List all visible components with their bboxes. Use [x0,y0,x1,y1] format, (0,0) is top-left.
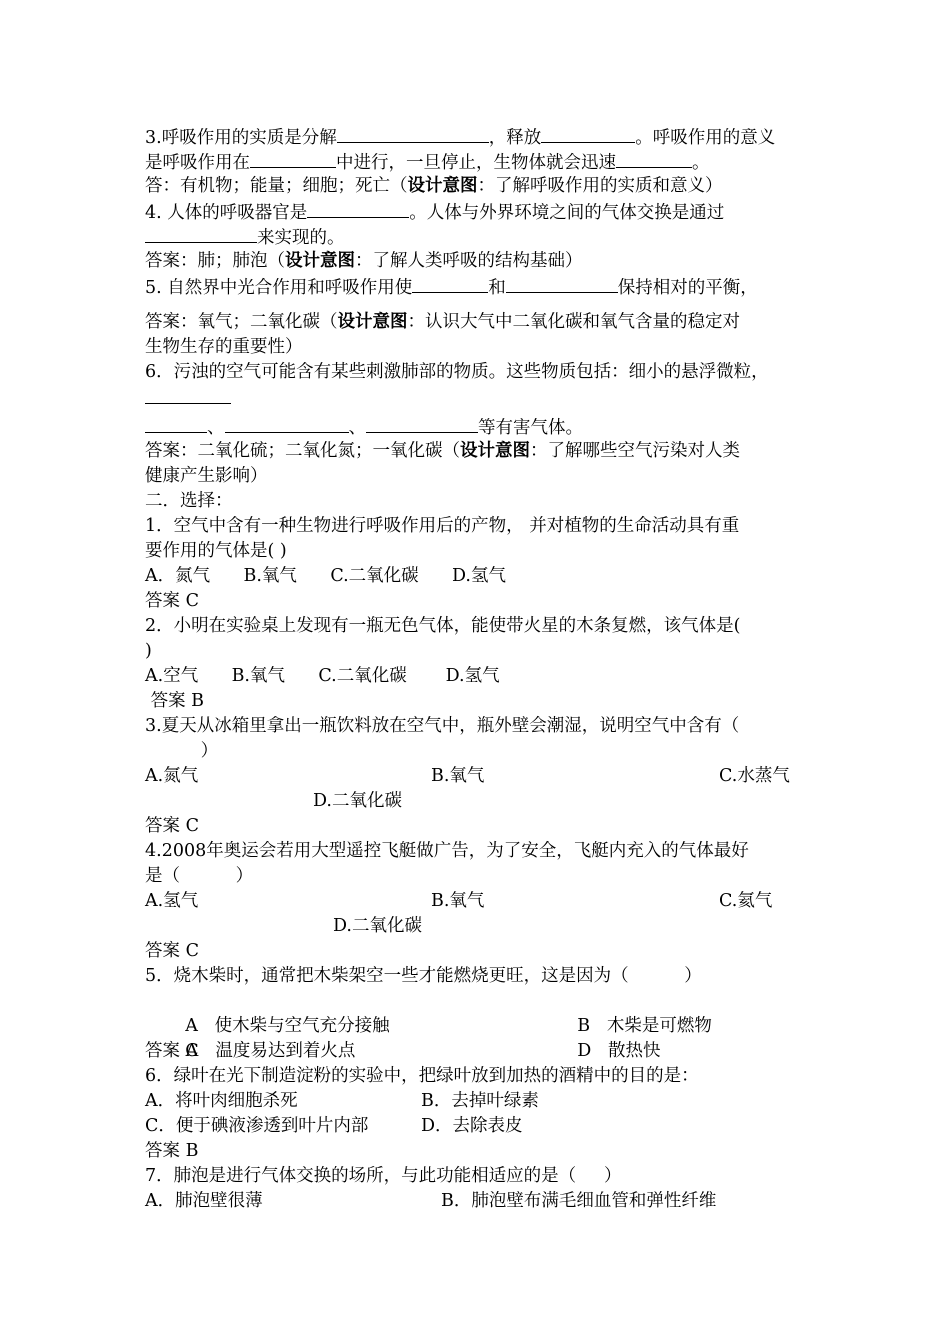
option-b: B．肺泡壁布满毛细血管和弹性纤维 [441,1191,717,1211]
mc6-options-ab [145,1089,825,1114]
q3-text-6: 。 [692,153,710,173]
options-text: A.空气 B.氧气 C.二氧化碳 D.氢气 [145,666,500,686]
option-d: D.二氧化碳 [333,916,422,936]
q5-answer [145,299,825,335]
mc1-options [145,564,825,589]
q3-line1 [145,124,825,149]
blank [412,274,488,293]
section-heading [145,489,825,514]
question-text: 要作用的气体是( ) [145,541,287,561]
q6-answer-cont [145,464,825,489]
mc2-question-cont [145,639,825,664]
q5-answer-cont [145,335,825,360]
question-text: 2．小明在实验桌上发现有一瓶无色气体，能使带火星的木条复燃，该气体是( [145,616,741,636]
separator: 、 [348,418,366,438]
mc3-options [145,764,825,789]
blank [616,149,692,168]
question-text: 4.2008年奥运会若用大型遥控飞艇做广告，为了安全，飞艇内充入的气体最好 [145,841,749,861]
q4-text-2: 。人体与外界环境之间的气体交换是通过 [409,203,725,223]
answer-text: ：了解哪些空气污染对人类 [530,441,740,461]
mc4-question [145,839,825,864]
blank [225,414,349,433]
mc3-question [145,714,825,739]
answer-text: 答案 C [145,816,199,836]
blank [145,224,257,243]
question-text: 1．空气中含有一种生物进行呼吸作用后的产物， 并对植物的生命活动具有重 [145,516,740,536]
mc6-question [145,1064,825,1089]
question-text: ） [145,741,219,761]
mc3-option-d [145,789,825,814]
separator: 、 [207,418,225,438]
q6-line1 [145,360,825,385]
question-text: ) [145,641,152,661]
option-b: B.氧气 [431,766,485,786]
design-intent-label: 设计意图 [460,441,530,461]
blank [145,414,207,433]
mc7-question [145,1164,825,1189]
option-c: C．便于碘液渗透到叶片内部 [145,1116,369,1136]
blank [337,124,489,143]
mc5-question [145,964,825,989]
option-a: A.氮气 [145,766,199,786]
blank [145,385,231,404]
option-c: C 温度易达到着火点 [185,1041,356,1061]
q3-line2 [145,149,825,174]
option-d: D.二氧化碳 [313,791,402,811]
answer-text: 答案 B [145,691,204,711]
q6-answer [145,439,825,464]
answer-text: ：认识大气中二氧化碳和氧气含量的稳定对 [407,312,740,332]
document-page [145,124,825,1214]
q4-line1 [145,199,825,224]
mc2-question [145,614,825,639]
mc4-option-d [145,914,825,939]
answer-text: ：了解呼吸作用的实质和意义） [477,176,723,196]
option-b: B．去掉叶绿素 [421,1091,539,1111]
q3-text-1: 3.呼吸作用的实质是分解 [145,128,337,148]
mc1-question [145,514,825,539]
mc5-options-ab [145,989,825,1036]
option-a: A．肺泡壁很薄 [145,1191,263,1211]
option-c: C.水蒸气 [719,766,790,786]
answer-text: 答案：二氧化硫；二氧化氮；一氧化碳（ [145,441,460,461]
q3-text-3: 。呼吸作用的意义 [635,128,776,148]
mc1-question-cont [145,539,825,564]
mc3-answer [145,814,825,839]
q5-text-1: 5. 自然界中光合作用和呼吸作用使 [145,278,413,298]
q4-text-3: 来实现的。 [257,228,345,248]
answer-text: 生物生存的重要性） [145,337,303,357]
question-text: 5．烧木柴时，通常把木柴架空一些才能燃烧更旺，这是因为（ ） [145,966,702,986]
option-a: A.氢气 [145,891,199,911]
q3-text-4: 是呼吸作用在 [145,153,250,173]
answer-text: 健康产生影响） [145,466,268,486]
blank [250,149,336,168]
option-a: A．将叶肉细胞杀死 [145,1091,298,1111]
design-intent-label: 设计意图 [407,176,478,196]
options-text: A．氮气 B.氧气 C.二氧化碳 D.氢气 [145,566,506,586]
mc6-answer [145,1139,825,1164]
q3-answer [145,174,825,199]
option-d: D 散热快 [577,1041,661,1061]
q5-text-3: 保持相对的平衡， [617,278,758,298]
blank [541,124,635,143]
q5-line1 [145,274,825,299]
answer-text: 答案：氧气；二氧化碳（ [145,312,338,332]
answer-text: ：了解人类呼吸的结构基础） [355,251,583,271]
answer-text: 答案 A [145,1041,199,1061]
design-intent-label: 设计意图 [285,251,355,271]
option-c: C.氦气 [719,891,773,911]
q6-line3 [145,414,825,439]
mc4-options [145,889,825,914]
q5-text-2: 和 [488,278,506,298]
answer-text: 答：有机物；能量；细胞；死亡（ [145,176,408,196]
question-text: 7．肺泡是进行气体交换的场所，与此功能相适应的是（ ） [145,1166,622,1186]
option-d: D．去除表皮 [421,1116,523,1136]
mc1-answer [145,589,825,614]
q6-line2 [145,385,825,414]
question-text: 6．绿叶在光下制造淀粉的实验中，把绿叶放到加热的酒精中的目的是： [145,1066,699,1086]
section-title: 二．选择： [145,491,233,511]
answer-text: 答案 C [145,591,199,611]
mc4-answer [145,939,825,964]
q6-text-end: 等有害气体。 [478,418,583,438]
blank [307,199,409,218]
design-intent-label: 设计意图 [337,312,408,332]
option-b: B 木柴是可燃物 [577,1016,712,1036]
mc7-options-ab [145,1189,825,1214]
option-a: A 使木柴与空气充分接触 [185,1016,390,1036]
q4-answer [145,249,825,274]
q6-text-1: 6．污浊的空气可能含有某些刺激肺部的物质。这些物质包括：细小的悬浮微粒， [145,362,769,382]
question-text: 3.夏天从冰箱里拿出一瓶饮料放在空气中，瓶外壁会潮湿，说明空气中含有（ [145,716,740,736]
mc3-question-cont [145,739,825,764]
answer-text: 答案：肺；肺泡（ [145,251,285,271]
answer-text: 答案 C [145,941,199,961]
q4-line2 [145,224,825,249]
mc2-options [145,664,825,689]
option-b: B.氧气 [431,891,485,911]
question-text: 是（ ） [145,866,254,886]
blank [506,274,618,293]
blank [366,414,478,433]
q4-text-1: 4. 人体的呼吸器官是 [145,203,308,223]
answer-text: 答案 B [145,1141,199,1161]
q3-text-5: 中进行，一旦停止，生物体就会迅速 [336,153,616,173]
mc2-answer [145,689,825,714]
mc6-options-cd [145,1114,825,1139]
q3-text-2: ，释放 [488,128,542,148]
mc4-question-cont [145,864,825,889]
